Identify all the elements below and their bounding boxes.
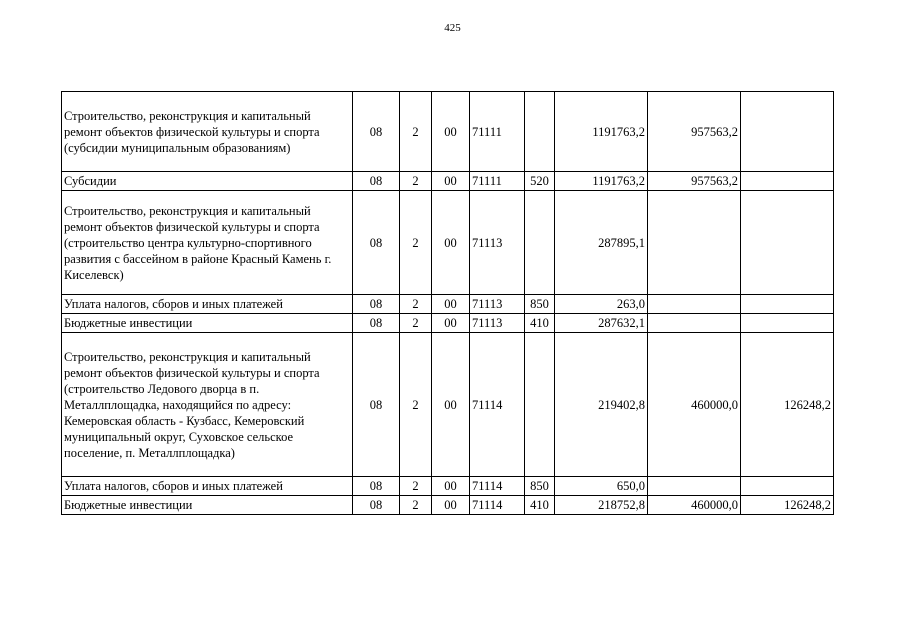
- table-row: [62, 191, 834, 295]
- row-name: Субсидии: [62, 172, 353, 191]
- amount-year-3: [741, 172, 834, 191]
- amount-year-1: 1191763,2: [555, 172, 648, 191]
- section-code: 08: [353, 496, 400, 515]
- expense-type-code: 850: [525, 295, 555, 314]
- amount-year-2: 460000,0: [648, 333, 741, 477]
- row-name: Строительство, реконструкция и капитальный ремонт объектов физической культуры и спорта (субсидии муниципальным образованиям): [62, 92, 353, 172]
- amount-year-3: [741, 191, 834, 295]
- amount-year-2: [648, 191, 741, 295]
- expense-type-code: [525, 333, 555, 477]
- target-article-code: 71113: [470, 295, 525, 314]
- program-code: 00: [432, 92, 470, 172]
- amount-year-1: 263,0: [555, 295, 648, 314]
- amount-year-3: [741, 314, 834, 333]
- program-code: 00: [432, 295, 470, 314]
- row-name: Строительство, реконструкция и капитальный ремонт объектов физической культуры и спорта (строительство центра культурно-спортивного развития с бассейном в районе Красный Камень г. Киселевск): [62, 191, 353, 295]
- amount-year-3: [741, 295, 834, 314]
- row-name: Бюджетные инвестиции: [62, 496, 353, 515]
- subsection-code: 2: [400, 333, 432, 477]
- section-code: 08: [353, 314, 400, 333]
- program-code: 00: [432, 477, 470, 496]
- target-article-code: 71114: [470, 333, 525, 477]
- section-code: 08: [353, 333, 400, 477]
- subsection-code: 2: [400, 477, 432, 496]
- amount-year-3: 126248,2: [741, 496, 834, 515]
- subsection-code: 2: [400, 172, 432, 191]
- amount-year-1: 219402,8: [555, 333, 648, 477]
- target-article-code: 71113: [470, 191, 525, 295]
- row-name: Бюджетные инвестиции: [62, 314, 353, 333]
- table-row: [62, 333, 834, 477]
- expense-type-code: 520: [525, 172, 555, 191]
- amount-year-2: 957563,2: [648, 172, 741, 191]
- subsection-code: 2: [400, 191, 432, 295]
- row-name: Уплата налогов, сборов и иных платежей: [62, 477, 353, 496]
- amount-year-2: 957563,2: [648, 92, 741, 172]
- section-code: 08: [353, 172, 400, 191]
- subsection-code: 2: [400, 295, 432, 314]
- target-article-code: 71113: [470, 314, 525, 333]
- program-code: 00: [432, 496, 470, 515]
- amount-year-1: 287895,1: [555, 191, 648, 295]
- budget-table: [61, 91, 834, 515]
- section-code: 08: [353, 92, 400, 172]
- expense-type-code: 410: [525, 314, 555, 333]
- target-article-code: 71111: [470, 172, 525, 191]
- expense-type-code: 410: [525, 496, 555, 515]
- program-code: 00: [432, 333, 470, 477]
- expense-type-code: [525, 92, 555, 172]
- program-code: 00: [432, 314, 470, 333]
- table-row: [62, 314, 834, 333]
- amount-year-1: 218752,8: [555, 496, 648, 515]
- section-code: 08: [353, 191, 400, 295]
- amount-year-3: [741, 477, 834, 496]
- expense-type-code: [525, 191, 555, 295]
- page-number: 425: [444, 22, 461, 34]
- target-article-code: 71114: [470, 496, 525, 515]
- table-row: [62, 295, 834, 314]
- program-code: 00: [432, 172, 470, 191]
- amount-year-3: 126248,2: [741, 333, 834, 477]
- row-name: Строительство, реконструкция и капитальный ремонт объектов физической культуры и спорта (строительство Ледового дворца в п. Металлплощадка, находящийся по адресу: Кемеровская область - Кузбасс, Кемеровский муниципальный округ, Суховское сельское поселение, п. Металлплощадка): [62, 333, 353, 477]
- expense-type-code: 850: [525, 477, 555, 496]
- program-code: 00: [432, 191, 470, 295]
- section-code: 08: [353, 477, 400, 496]
- table-row: [62, 477, 834, 496]
- table-row: [62, 172, 834, 191]
- amount-year-2: 460000,0: [648, 496, 741, 515]
- table-row: [62, 92, 834, 172]
- table-row: [62, 496, 834, 515]
- amount-year-2: [648, 477, 741, 496]
- amount-year-1: 650,0: [555, 477, 648, 496]
- amount-year-2: [648, 295, 741, 314]
- amount-year-2: [648, 314, 741, 333]
- amount-year-1: 287632,1: [555, 314, 648, 333]
- subsection-code: 2: [400, 496, 432, 515]
- row-name: Уплата налогов, сборов и иных платежей: [62, 295, 353, 314]
- section-code: 08: [353, 295, 400, 314]
- amount-year-3: [741, 92, 834, 172]
- subsection-code: 2: [400, 314, 432, 333]
- target-article-code: 71114: [470, 477, 525, 496]
- amount-year-1: 1191763,2: [555, 92, 648, 172]
- subsection-code: 2: [400, 92, 432, 172]
- target-article-code: 71111: [470, 92, 525, 172]
